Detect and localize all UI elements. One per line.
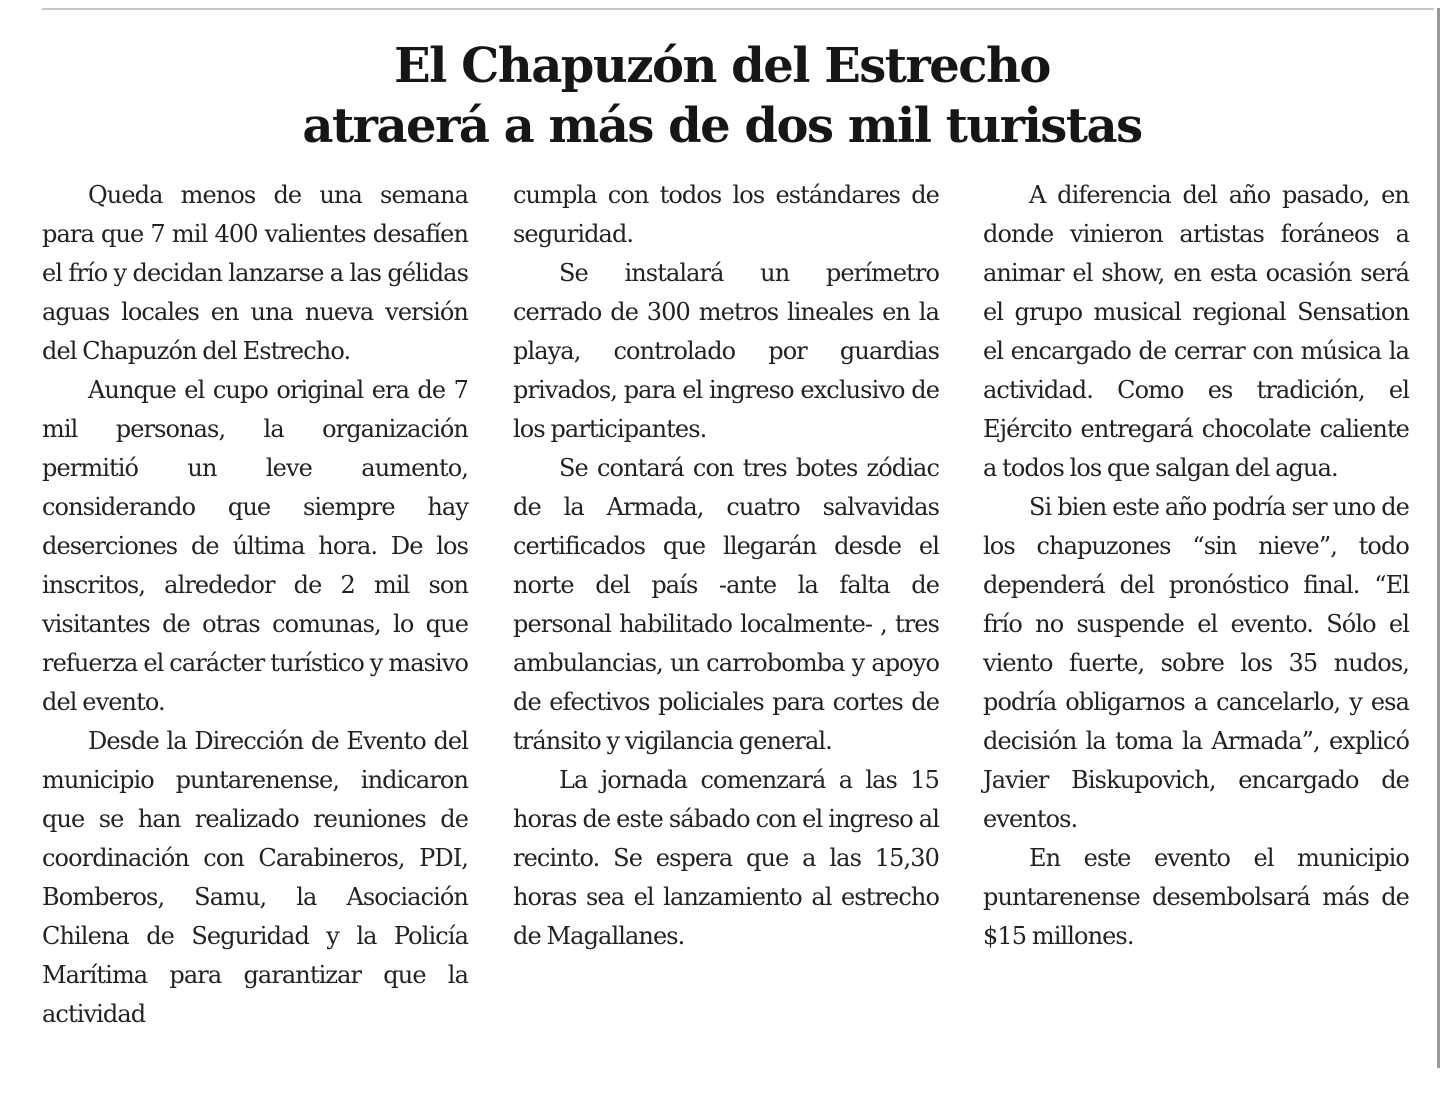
- headline-line-2: atraerá a más de dos mil turistas: [302, 98, 1142, 154]
- article-column-1: [42, 176, 468, 1034]
- paragraph-continued: cumpla con todos los estándares de seguridad.: [513, 181, 939, 248]
- paragraph: En este evento el municipio puntarenense desembolsará más de $15 millones.: [983, 844, 1409, 950]
- headline: [0, 36, 1444, 156]
- paragraph: Aunque el cupo original era de 7 mil personas, la organización permitió un leve aumento, considerando que siempre hay deserciones de última hora. De los inscritos, alrededor de 2 mil son visitantes de otras comunas, lo que refuerza el carácter turístico y masivo del evento.: [42, 376, 468, 716]
- top-divider: [42, 8, 1434, 10]
- article-column-3: [983, 176, 1409, 956]
- headline-line-1: El Chapuzón del Estrecho: [394, 38, 1050, 94]
- paragraph: Desde la Dirección de Evento del municipio puntarenense, indicaron que se han realizado reuniones de coordinación con Carabineros, PDI, Bomberos, Samu, la Asociación Chilena de Seguridad y la Policía Marítima para garantizar que la actividad: [42, 727, 468, 1028]
- paragraph: Se contará con tres botes zódiac de la Armada, cuatro salvavidas certificados que llegarán desde el norte del país -ante la falta de personal habilitado localmente- , tres ambulancias, un carrobomba y apoyo de efectivos policiales para cortes de tránsito y vigilancia general.: [513, 454, 939, 755]
- paragraph: La jornada comenzará a las 15 horas de este sábado con el ingreso al recinto. Se espera que a las 15,30 horas sea el lanzamiento al estrecho de Magallanes.: [513, 766, 939, 950]
- right-divider: [1437, 8, 1440, 1068]
- paragraph: A diferencia del año pasado, en donde vinieron artistas foráneos a animar el show, en esta ocasión será el grupo musical regional Sensation el encargado de cerrar con música la actividad. Como es tradición, el Ejército entregará chocolate caliente a todos los que salgan del agua.: [983, 181, 1409, 482]
- paragraph: Se instalará un perímetro cerrado de 300 metros lineales en la playa, controlado por guardias privados, para el ingreso exclusivo de los participantes.: [513, 259, 939, 443]
- paragraph: Si bien este año podría ser uno de los chapuzones “sin nieve”, todo dependerá del pronóstico final. “El frío no suspende el evento. Sólo el viento fuerte, sobre los 35 nudos, podría obligarnos a cancelarlo, y esa decisión la toma la Armada”, explicó Javier Biskupovich, encargado de eventos.: [983, 493, 1409, 833]
- article-column-2: [513, 176, 939, 956]
- paragraph: Queda menos de una semana para que 7 mil 400 valientes desafíen el frío y decidan lanzarse a las gélidas aguas locales en una nueva versión del Chapuzón del Estrecho.: [42, 181, 468, 365]
